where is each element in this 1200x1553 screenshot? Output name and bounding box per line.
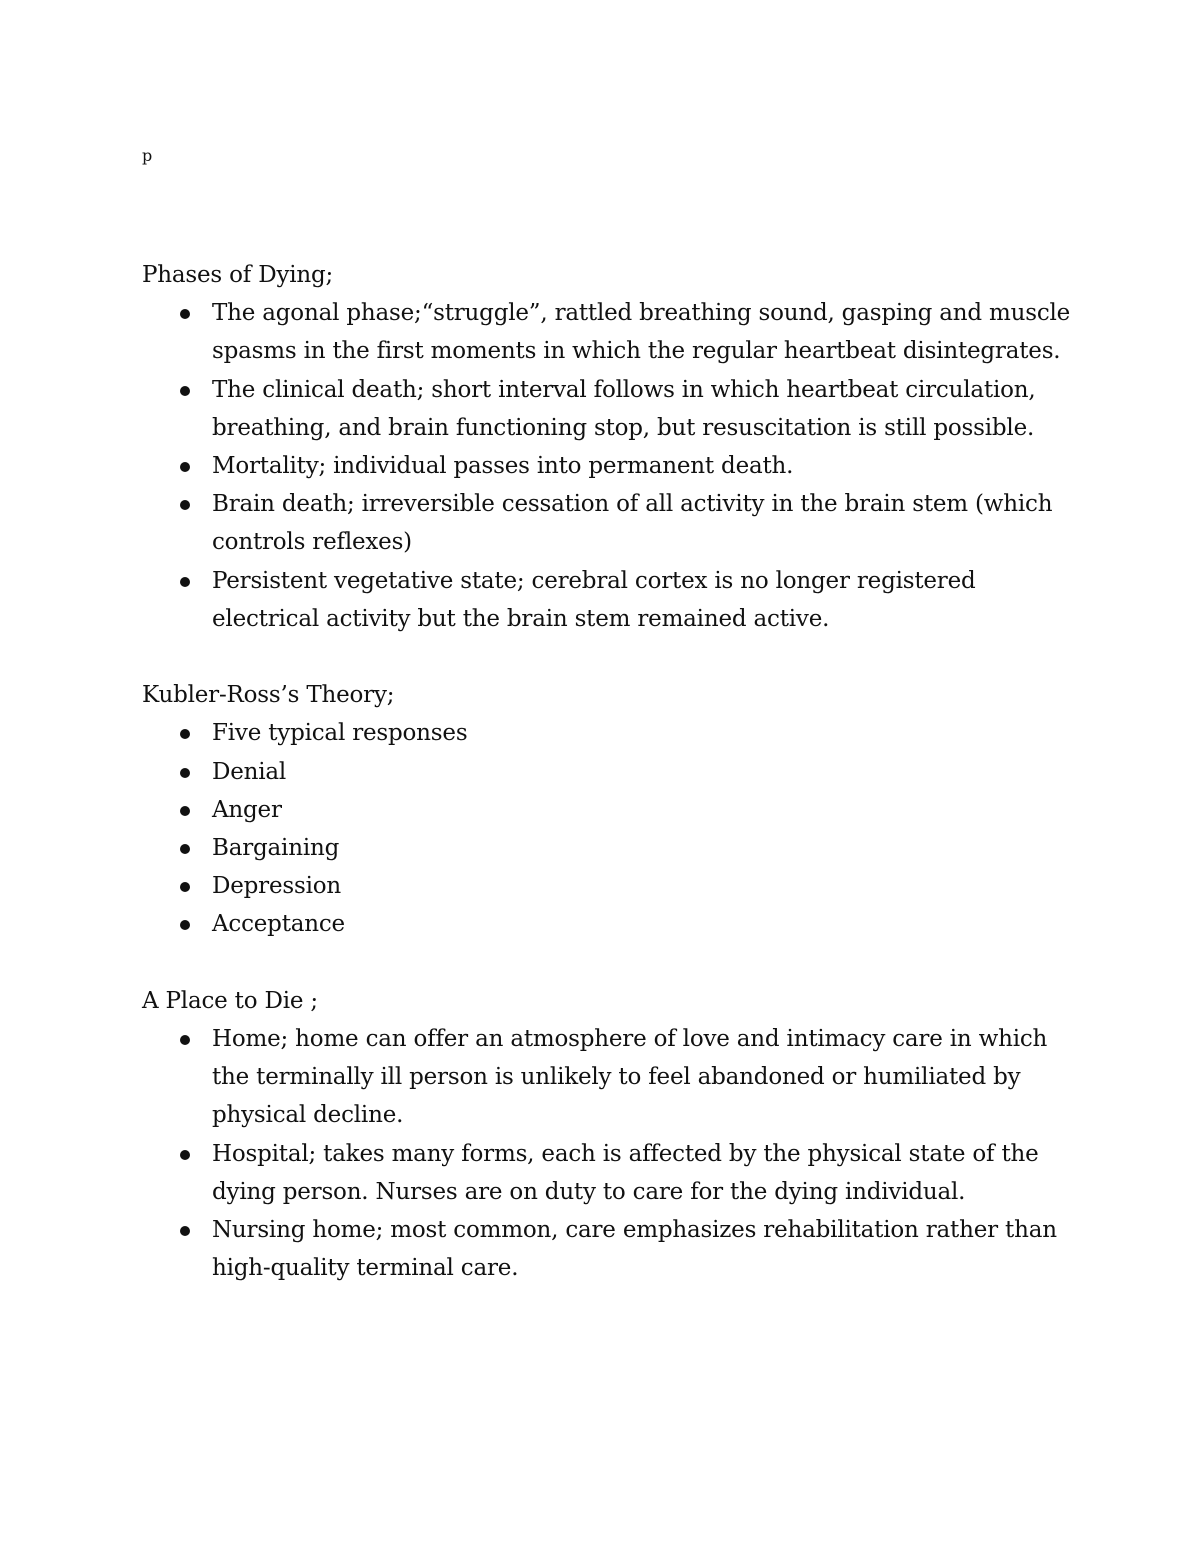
section-phases-of-dying	[142, 256, 1072, 638]
bullet-list	[142, 294, 1072, 638]
bullet-icon	[180, 844, 190, 854]
list-item-text: Denial	[212, 758, 287, 785]
bullet-list	[142, 714, 1072, 943]
bullet-icon	[180, 500, 190, 510]
list-item	[142, 1020, 1072, 1135]
section-heading: A Place to Die ;	[142, 987, 318, 1014]
list-item	[142, 447, 1072, 485]
bullet-icon	[180, 462, 190, 472]
bullet-icon	[180, 386, 190, 396]
list-item	[142, 753, 1072, 791]
bullet-icon	[180, 1226, 190, 1236]
list-item-text: Home; home can offer an atmosphere of love and intimacy care in which the terminally ill person is unlikely to feel abandoned or humiliated by physical decline.	[212, 1026, 1048, 1129]
section-heading: Phases of Dying;	[142, 262, 334, 288]
section-place-to-die	[142, 982, 1072, 1288]
list-item-text: Mortality; individual passes into permanent death.	[212, 453, 794, 480]
bullet-icon	[180, 882, 190, 892]
list-item	[142, 294, 1072, 370]
document-body	[142, 256, 1072, 1326]
list-item	[142, 714, 1072, 752]
list-item-text: Anger	[212, 796, 282, 823]
bullet-icon	[180, 920, 190, 930]
header-mark: p	[142, 146, 153, 165]
bullet-icon	[180, 1035, 190, 1045]
bullet-list	[142, 1020, 1072, 1287]
list-item	[142, 905, 1072, 943]
list-item-text: Persistent vegetative state; cerebral cortex is no longer registered electrical activity but the brain stem remained active.	[212, 567, 976, 632]
list-item-text: Five typical responses	[212, 720, 468, 747]
list-item-text: Nursing home; most common, care emphasizes rehabilitation rather than high-quality terminal care.	[212, 1217, 1057, 1282]
list-item-text: Depression	[212, 873, 342, 900]
bullet-icon	[180, 577, 190, 587]
list-item-text: Hospital; takes many forms, each is affected by the physical state of the dying person. Nurses are on duty to care for the dying individual.	[212, 1140, 1039, 1205]
list-item-text: The clinical death; short interval follows in which heartbeat circulation, breathing, and brain functioning stop, but resuscitation is still possible.	[212, 376, 1036, 441]
list-item-text: Brain death; irreversible cessation of all activity in the brain stem (which controls reflexes)	[212, 491, 1053, 556]
list-item	[142, 1135, 1072, 1211]
list-item	[142, 562, 1072, 638]
list-item	[142, 371, 1072, 447]
bullet-icon	[180, 729, 190, 739]
list-item	[142, 867, 1072, 905]
list-item	[142, 791, 1072, 829]
list-item-text: Bargaining	[212, 835, 340, 862]
bullet-icon	[180, 768, 190, 778]
section-kubler-ross-theory	[142, 676, 1072, 943]
section-heading: Kubler-Ross’s Theory;	[142, 682, 395, 709]
bullet-icon	[180, 1150, 190, 1160]
bullet-icon	[180, 309, 190, 319]
list-item	[142, 829, 1072, 867]
list-item	[142, 485, 1072, 561]
list-item-text: The agonal phase;“struggle”, rattled breathing sound, gasping and muscle spasms in the first moments in which the regular heartbeat disintegrates.	[212, 300, 1071, 365]
list-item-text: Acceptance	[212, 911, 345, 938]
bullet-icon	[180, 806, 190, 816]
list-item	[142, 1211, 1072, 1287]
